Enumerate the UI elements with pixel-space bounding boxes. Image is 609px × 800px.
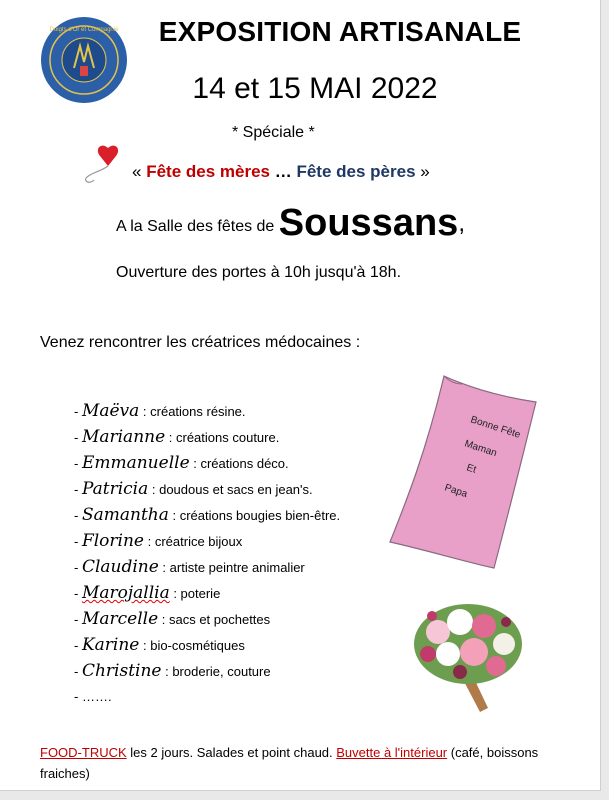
list-item: - Patricia : doudous et sacs en jean's.: [74, 479, 313, 499]
list-item: - Florine : créatrice bijoux: [74, 531, 243, 551]
creatrices-list: [74, 398, 340, 710]
footer-text-1: les 2 jours. Salades et point chaud.: [126, 745, 337, 760]
creatrice-desc: : créations couture.: [165, 430, 280, 445]
creatrice-desc: : créations résine.: [139, 404, 246, 419]
creatrice-name: Patricia: [81, 479, 149, 499]
list-item: - Karine : bio-cosmétiques: [74, 635, 245, 655]
greeting-scroll: [386, 372, 550, 572]
creatrice-desc: : créatrice bijoux: [144, 534, 243, 549]
list-item: - Christine : broderie, couture: [74, 661, 271, 681]
buvette-link[interactable]: Buvette à l'intérieur: [336, 745, 448, 760]
footer-info: [40, 742, 580, 784]
open-quote: «: [132, 162, 142, 181]
creatrice-name: Maëva: [81, 401, 140, 421]
creatrice-name: Samantha: [81, 505, 169, 525]
creatrice-name: Emmanuelle: [81, 453, 190, 473]
creatrice-desc: : créations bougies bien-être.: [168, 508, 341, 523]
creatrice-name: Marcelle: [81, 609, 159, 629]
close-quote: »: [420, 162, 430, 181]
list-item: - Samantha : créations bougies bien-être.: [74, 505, 341, 525]
fete-meres: Fête des mères: [146, 162, 270, 181]
heart-icon: [76, 142, 126, 186]
intro-text: Venez rencontrer les créatrices médocaines :: [40, 334, 361, 351]
special-label: * Spéciale *: [232, 124, 315, 141]
creatrice-desc: : créations déco.: [189, 456, 289, 471]
list-item: - Emmanuelle : créations déco.: [74, 453, 289, 473]
scroll-line-2: Maman: [463, 438, 499, 460]
list-item-more: - …….: [74, 689, 112, 704]
association-logo-icon: [40, 16, 128, 104]
footer-text-2: (café, boissons fraiches): [40, 745, 539, 781]
flower-bouquet-icon: [408, 592, 526, 716]
creatrice-name: Karine: [81, 635, 140, 655]
creatrice-desc: : bio-cosmétiques: [139, 638, 245, 653]
event-dates: 14 et 15 MAI 2022: [192, 72, 438, 105]
fete-peres: Fête des pères: [296, 162, 416, 181]
creatrice-name: Christine: [81, 661, 162, 681]
creatrice-name: Marianne: [81, 427, 166, 447]
scroll-line-4: Papa: [443, 482, 469, 501]
venue-town: Soussans: [278, 202, 459, 244]
list-item: - Marianne : créations couture.: [74, 427, 280, 447]
fete-separator: …: [274, 162, 292, 181]
scroll-line-1: Bonne Fête: [469, 414, 522, 441]
list-item: - Marcelle : sacs et pochettes: [74, 609, 271, 629]
creatrice-name: Claudine: [81, 557, 159, 577]
creatrice-name: Florine: [81, 531, 144, 551]
creatrice-desc: : artiste peintre animalier: [158, 560, 305, 575]
creatrice-desc: : poterie: [169, 586, 221, 601]
food-truck-link[interactable]: FOOD-TRUCK: [40, 745, 127, 760]
list-item: - Marojallia : poterie: [74, 583, 221, 603]
logo-ring-text: Doigts d'Or et Compagnie: [49, 27, 119, 33]
creatrice-desc: : doudous et sacs en jean's.: [148, 482, 313, 497]
creatrice-desc: : broderie, couture: [161, 664, 271, 679]
creatrice-desc: : sacs et pochettes: [158, 612, 271, 627]
creatrice-name: Marojallia: [81, 583, 170, 603]
venue-line: [116, 202, 465, 245]
list-item: - Claudine : artiste peintre animalier: [74, 557, 305, 577]
venue-prefix: A la Salle des fêtes de: [116, 218, 275, 235]
scroll-line-3: Et: [465, 462, 478, 476]
list-item: - Maëva : créations résine.: [74, 401, 246, 421]
venue-suffix: ,: [458, 210, 465, 237]
opening-hours: Ouverture des portes à 10h jusqu'à 18h.: [116, 264, 402, 281]
event-title: EXPOSITION ARTISANALE: [158, 16, 522, 47]
fete-line: [132, 162, 430, 182]
